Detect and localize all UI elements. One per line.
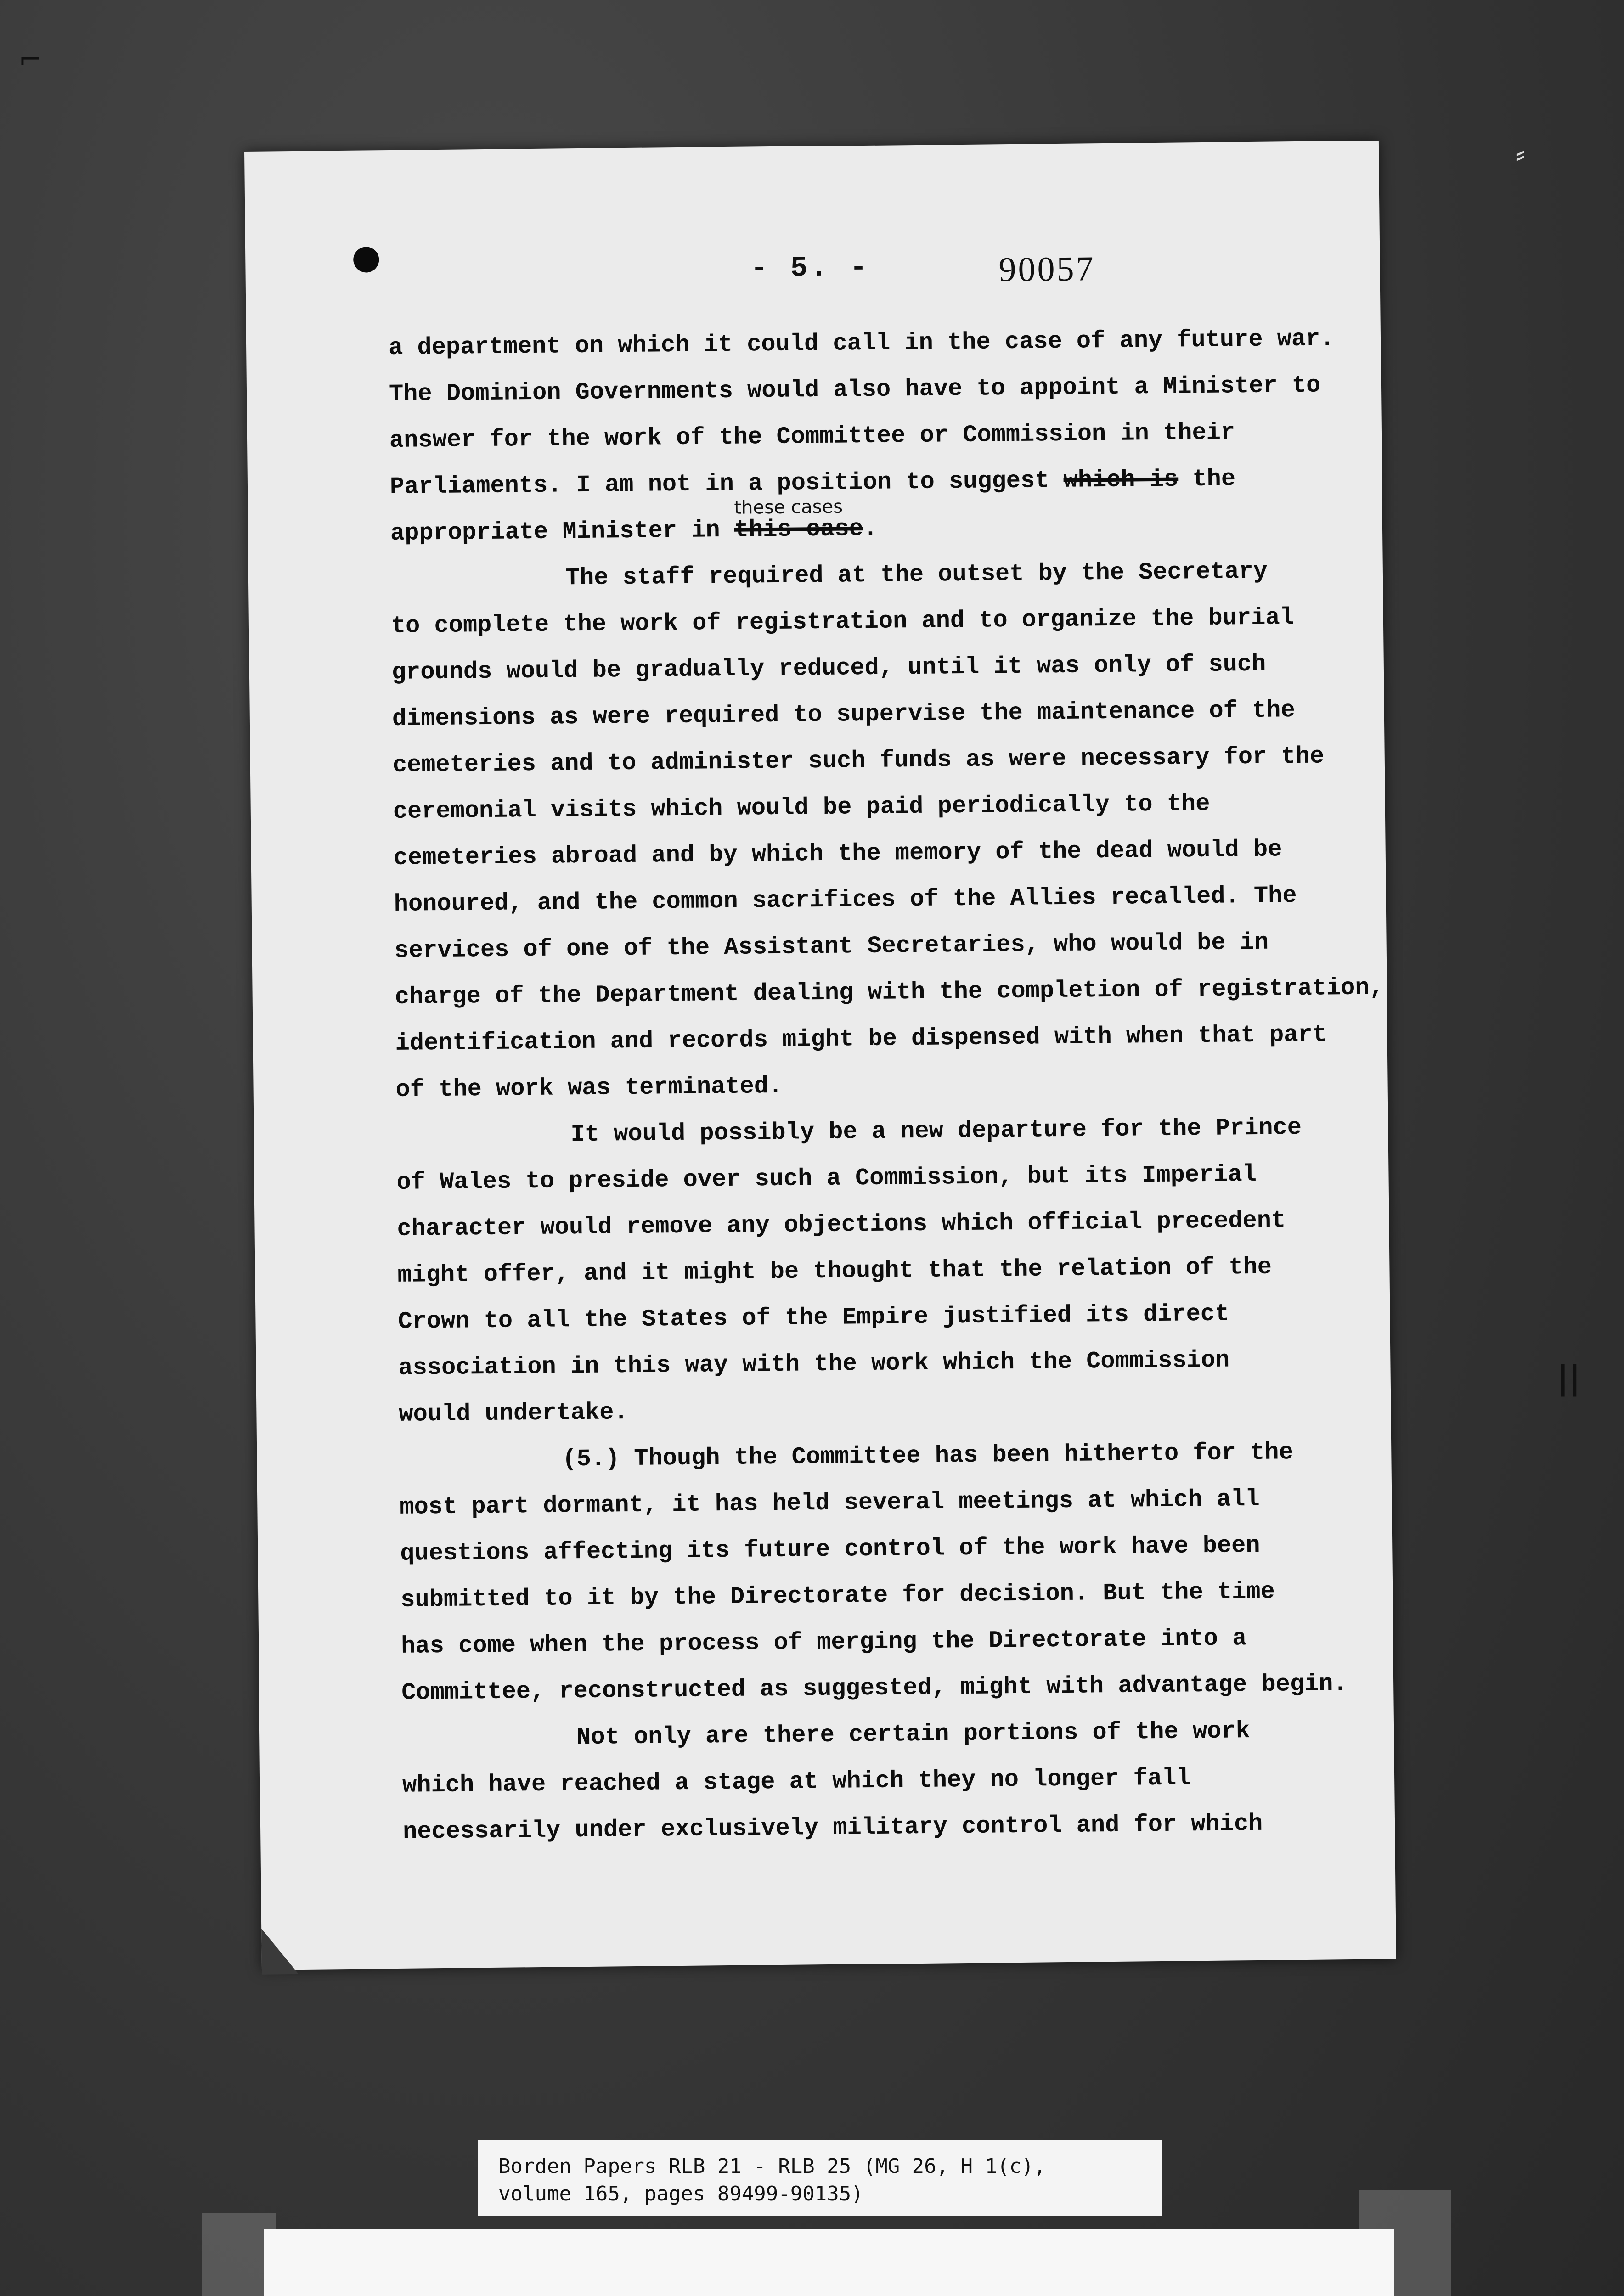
punch-hole: [353, 247, 379, 273]
text-line: ceremonial visits which would be paid periodically to the: [393, 790, 1210, 825]
text-line: character would remove any objections which official precedent: [397, 1207, 1286, 1243]
text-line: which have reached a stage at which they no longer fall: [402, 1764, 1191, 1799]
edge-tick-mark: ||: [1557, 1359, 1581, 1397]
text-line: cemeteries abroad and by which the memory of the dead would be: [393, 836, 1282, 872]
text-line: submitted to it by the Directorate for decision. But the time: [400, 1578, 1275, 1614]
text-fragment: .: [863, 515, 878, 543]
text-line: questions affecting its future control of the work have been: [400, 1531, 1260, 1567]
handwritten-insert: these cases: [734, 496, 843, 518]
text-line: identification and records might be dispensed with when that part: [395, 1021, 1327, 1057]
correction: [734, 496, 864, 553]
corner-mark: ⸗: [1516, 138, 1525, 170]
text-line: honoured, and the common sacrifices of the Allies recalled. The: [394, 882, 1297, 918]
text-line: to complete the work of registration and to organize the burial: [391, 604, 1295, 640]
text-line: grounds would be gradually reduced, until it was only of such: [391, 650, 1266, 686]
text-line: necessarily under exclusively military control and for which: [402, 1810, 1263, 1846]
text-line: Committee, reconstructed as suggested, might with advantage begin.: [401, 1670, 1348, 1706]
text-line: a department on which it could call in the case of any future war.: [388, 325, 1335, 362]
reference-line: volume 165, pages 89499-90135): [498, 2182, 863, 2206]
section-number: (5.): [562, 1445, 620, 1473]
text-fragment: the: [1178, 465, 1236, 493]
text-fragment: appropriate Minister in: [390, 517, 720, 547]
text-fragment: Parliaments. I am not in a position to suggest: [389, 467, 1049, 501]
text-line: of Wales to preside over such a Commission, but its Imperial: [396, 1160, 1257, 1196]
text-line: dimensions as were required to supervise the maintenance of the: [392, 697, 1295, 732]
page-number: - 5. -: [750, 251, 870, 285]
text-line: Not only are there certain portions of the work: [576, 1717, 1251, 1751]
text-line: Crown to all the States of the Empire justified its direct: [398, 1300, 1229, 1335]
document-number: 90057: [998, 249, 1095, 289]
reference-label: [478, 2140, 1162, 2216]
text-line: of the work was terminated.: [395, 1072, 783, 1103]
text-line: It would possibly be a new departure for the Prince: [570, 1114, 1302, 1148]
archive-card: [264, 2229, 1394, 2296]
text-line: has come when the process of merging the Directorate into a: [400, 1625, 1247, 1660]
document-sheet: [244, 141, 1396, 1970]
typed-body-text: [388, 315, 1384, 1855]
text-line: might offer, and it might be thought that the relation of the: [397, 1253, 1272, 1289]
text-line: most part dormant, it has held several meetings at which all: [400, 1485, 1260, 1521]
text-line: [390, 496, 1355, 557]
text-line: The staff required at the outset by the Secretary: [565, 557, 1268, 592]
text-fragment: Though the Committee has been hitherto for the: [634, 1439, 1294, 1472]
text-line: [390, 455, 1355, 510]
text-line: services of one of the Assistant Secretaries, who would be in: [394, 929, 1269, 964]
text-line: The Dominion Governments would also have to appoint a Minister to: [389, 371, 1321, 408]
folded-corner: [261, 1928, 299, 1975]
struck-text: which is: [1063, 466, 1179, 494]
text-line: answer for the work of the Committee or Commission in their: [389, 419, 1235, 454]
text-line: association in this way with the work which the Commission: [398, 1346, 1230, 1382]
text-line: charge of the Department dealing with the completion of registration,: [395, 974, 1384, 1011]
text-line: [399, 1429, 1364, 1484]
corner-mark: ⌐: [18, 44, 42, 76]
text-line: would undertake.: [399, 1399, 628, 1428]
reference-line: Borden Papers RLB 21 - RLB 25 (MG 26, H 1(c),: [498, 2155, 1046, 2178]
struck-text: this case: [734, 515, 864, 544]
text-line: cemeteries and to administer such funds as were necessary for the: [392, 743, 1325, 779]
